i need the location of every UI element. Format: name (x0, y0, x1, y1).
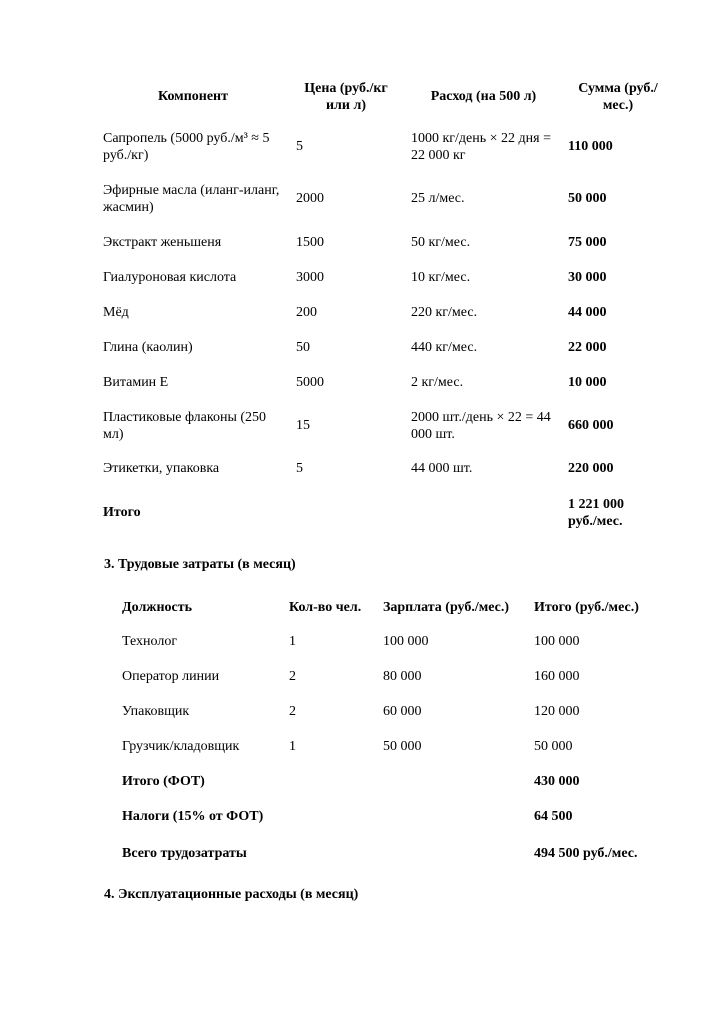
tax-value: 64 500 (534, 809, 573, 824)
fot-label: Итого (ФОТ) (122, 774, 205, 789)
materials-total-value: 1 221 000 руб./мес. (568, 497, 624, 529)
grand-total-label: Всего трудозатраты (122, 846, 247, 861)
material-price: 5 (296, 139, 303, 154)
tax-label: Налоги (15% от ФОТ) (122, 809, 264, 824)
material-component: Гиалуроновая кислота (103, 270, 237, 285)
section-3-title: 3. Трудовые затраты (в месяц) (104, 557, 296, 572)
labor-total: 50 000 (534, 739, 573, 754)
labor-count: 2 (289, 669, 296, 684)
labor-total: 160 000 (534, 669, 580, 684)
material-sum: 110 000 (568, 139, 613, 154)
materials-total-label: Итого (103, 505, 141, 520)
header-position: Должность (122, 600, 193, 615)
header-price: Цена (руб./кг или л) (304, 81, 388, 113)
material-component: Витамин E (103, 375, 169, 390)
header-usage: Расход (на 500 л) (430, 89, 537, 104)
labor-count: 1 (289, 739, 296, 754)
material-price: 50 (296, 340, 310, 355)
material-sum: 50 000 (568, 191, 607, 206)
material-component: Сапропель (5000 руб./м³ ≈ 5 руб./кг) (103, 131, 270, 163)
material-usage: 2 кг/мес. (411, 375, 464, 390)
material-sum: 44 000 (568, 305, 607, 320)
header-count: Кол-во чел. (289, 600, 362, 615)
labor-position: Грузчик/кладовщик (122, 739, 240, 754)
material-price: 2000 (296, 191, 324, 206)
material-sum: 30 000 (568, 270, 607, 285)
labor-salary: 60 000 (383, 704, 422, 719)
material-sum: 220 000 (568, 461, 614, 476)
material-sum: 75 000 (568, 235, 607, 250)
material-component: Этикетки, упаковка (103, 461, 220, 476)
labor-count: 2 (289, 704, 296, 719)
labor-position: Технолог (122, 634, 178, 649)
material-price: 1500 (296, 235, 324, 250)
material-usage: 440 кг/мес. (411, 340, 478, 355)
material-usage: 50 кг/мес. (411, 235, 471, 250)
labor-salary: 50 000 (383, 739, 422, 754)
labor-salary: 100 000 (383, 634, 429, 649)
header-sum: Сумма (руб./мес.) (578, 81, 658, 113)
material-usage: 2000 шт./день × 22 = 44 000 шт. (411, 410, 551, 442)
section-4-title: 4. Эксплуатационные расходы (в месяц) (104, 887, 359, 902)
material-sum: 10 000 (568, 375, 607, 390)
material-component: Пластиковые флаконы (250 мл) (103, 410, 267, 442)
material-usage: 44 000 шт. (411, 461, 473, 476)
labor-position: Оператор линии (122, 669, 220, 684)
material-price: 3000 (296, 270, 324, 285)
header-salary: Зарплата (руб./мес.) (383, 600, 510, 615)
material-sum: 22 000 (568, 340, 607, 355)
labor-count: 1 (289, 634, 296, 649)
material-sum: 660 000 (568, 418, 614, 433)
material-component: Глина (каолин) (103, 340, 193, 355)
material-price: 200 (296, 305, 317, 320)
material-price: 5000 (296, 375, 324, 390)
fot-value: 430 000 (534, 774, 580, 789)
material-component: Мёд (103, 305, 129, 320)
material-usage: 10 кг/мес. (411, 270, 471, 285)
labor-total: 120 000 (534, 704, 580, 719)
material-usage: 220 кг/мес. (411, 305, 478, 320)
labor-position: Упаковщик (122, 704, 190, 719)
material-component: Экстракт женьшеня (103, 235, 222, 250)
material-usage: 1000 кг/день × 22 дня = 22 000 кг (411, 131, 551, 163)
labor-total: 100 000 (534, 634, 580, 649)
labor-salary: 80 000 (383, 669, 422, 684)
material-price: 5 (296, 461, 303, 476)
material-component: Эфирные масла (иланг-иланг, жасмин) (103, 183, 280, 215)
material-usage: 25 л/мес. (411, 191, 465, 206)
header-total: Итого (руб./мес.) (534, 600, 639, 615)
grand-total-value: 494 500 руб./мес. (534, 846, 638, 861)
material-price: 15 (296, 418, 310, 433)
header-component: Компонент (157, 89, 228, 104)
